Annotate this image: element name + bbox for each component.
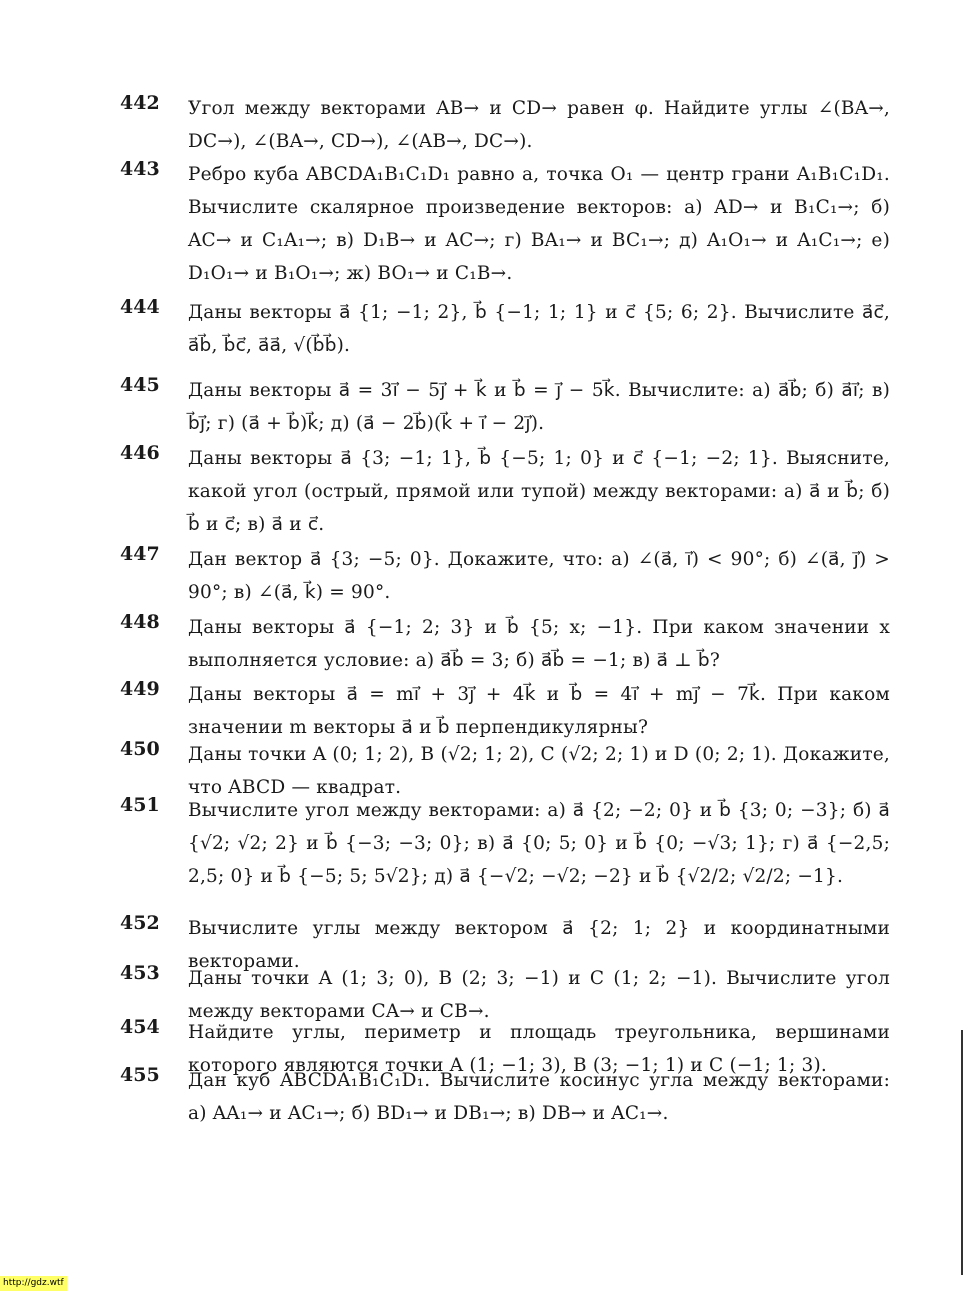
problem-number: 444	[120, 296, 160, 318]
problem-455	[120, 1064, 890, 1130]
problem-number: 451	[120, 794, 160, 816]
problem-443	[120, 158, 890, 290]
problem-text: Даны векторы a⃗ {3; −1; 1}, b⃗ {−5; 1; 0} и c⃗ {−1; −2; 1}. Выясните, какой угол (острый, прямой или тупой) между векторами: а) a⃗ и b⃗; б) b⃗ и c⃗; в) a⃗ и c⃗.	[188, 448, 890, 535]
problem-446	[120, 442, 890, 541]
problem-text: Угол между векторами AB→ и CD→ равен φ. Найдите углы ∠(BA→, DC→), ∠(BA→, CD→), ∠(AB→, DC→).	[188, 98, 890, 152]
problem-number: 448	[120, 611, 160, 633]
problem-number: 455	[120, 1064, 160, 1086]
problem-text: Дан куб ABCDA₁B₁C₁D₁. Вычислите косинус угла между векторами: а) AA₁→ и AC₁→; б) BD₁→ и DB₁→; в) DB→ и AC₁→.	[188, 1070, 890, 1124]
problem-number: 450	[120, 738, 160, 760]
scan-edge-line	[961, 1030, 963, 1275]
problem-448	[120, 611, 890, 677]
problem-text: Вычислите углы между вектором a⃗ {2; 1; 2} и координатными векторами.	[188, 918, 890, 972]
problem-number: 454	[120, 1016, 160, 1038]
problem-447	[120, 543, 890, 609]
problem-text: Даны точки A (1; 3; 0), B (2; 3; −1) и C (1; 2; −1). Вычислите угол между векторами CA→ и CB→.	[188, 968, 890, 1022]
problem-number: 453	[120, 962, 160, 984]
problem-text: Даны векторы a⃗ = mi⃗ + 3j⃗ + 4k⃗ и b⃗ = 4i⃗ + mj⃗ − 7k⃗. При каком значении m векторы a⃗ и b⃗ перпендикулярны?	[188, 684, 890, 738]
problem-451	[120, 794, 890, 893]
watermark-link[interactable]: http://gdz.wtf	[0, 1276, 67, 1291]
problem-text: Даны векторы a⃗ {−1; 2; 3} и b⃗ {5; x; −1}. При каком значении x выполняется условие: а) a⃗b⃗ = 3; б) a⃗b⃗ = −1; в) a⃗ ⊥ b⃗?	[188, 617, 890, 671]
problem-number: 442	[120, 92, 160, 114]
problem-number: 449	[120, 678, 160, 700]
problem-number: 447	[120, 543, 160, 565]
problem-text: Дан вектор a⃗ {3; −5; 0}. Докажите, что: а) ∠(a⃗, i⃗) < 90°; б) ∠(a⃗, j⃗) > 90°; в) ∠(a⃗, k⃗) = 90°.	[188, 549, 890, 603]
problem-text: Даны векторы a⃗ = 3i⃗ − 5j⃗ + k⃗ и b⃗ = j⃗ − 5k⃗. Вычислите: а) a⃗b⃗; б) a⃗i⃗; в) b⃗j⃗; г) (a⃗ + b⃗)k⃗; д) (a⃗ − 2b⃗)(k⃗ + i⃗ − 2j⃗).	[188, 380, 890, 434]
problem-text: Вычислите угол между векторами: а) a⃗ {2; −2; 0} и b⃗ {3; 0; −3}; б) a⃗ {√2; √2; 2} и b⃗ {−3; −3; 0}; в) a⃗ {0; 5; 0} и b⃗ {0; −√3; 1}; г) a⃗ {−2,5; 2,5; 0} и b⃗ {−5; 5; 5√2}; д) a⃗ {−√2; −√2; −2} и b⃗ {√2/2; √2/2; −1}.	[188, 800, 890, 887]
problem-number: 445	[120, 374, 160, 396]
problem-text: Даны векторы a⃗ {1; −1; 2}, b⃗ {−1; 1; 1} и c⃗ {5; 6; 2}. Вычислите a⃗c⃗, a⃗b⃗, b⃗c⃗, a⃗a⃗, √(b⃗b⃗).	[188, 302, 890, 356]
problem-number: 452	[120, 912, 160, 934]
problem-449	[120, 678, 890, 744]
problem-text: Ребро куба ABCDA₁B₁C₁D₁ равно a, точка O₁ — центр грани A₁B₁C₁D₁. Вычислите скалярное произведение векторов: а) AD→ и B₁C₁→; б) AC→ и C₁A₁→; в) D₁B→ и AC→; г) BA₁→ и BC₁→; д) A₁O₁→ и A₁C₁→; е) D₁O₁→ и B₁O₁→; ж) BO₁→ и C₁B→.	[188, 164, 890, 284]
problem-text: Найдите углы, периметр и площадь треугольника, вершинами которого являются точки A (1; −1; 3), B (3; −1; 1) и C (−1; 1; 3).	[188, 1022, 890, 1076]
problem-445	[120, 374, 890, 440]
problem-text: Даны точки A (0; 1; 2), B (√2; 1; 2), C (√2; 2; 1) и D (0; 2; 1). Докажите, что ABCD — квадрат.	[188, 744, 890, 798]
problem-444	[120, 296, 890, 362]
problem-number: 443	[120, 158, 160, 180]
problem-number: 446	[120, 442, 160, 464]
problem-442	[120, 92, 890, 158]
